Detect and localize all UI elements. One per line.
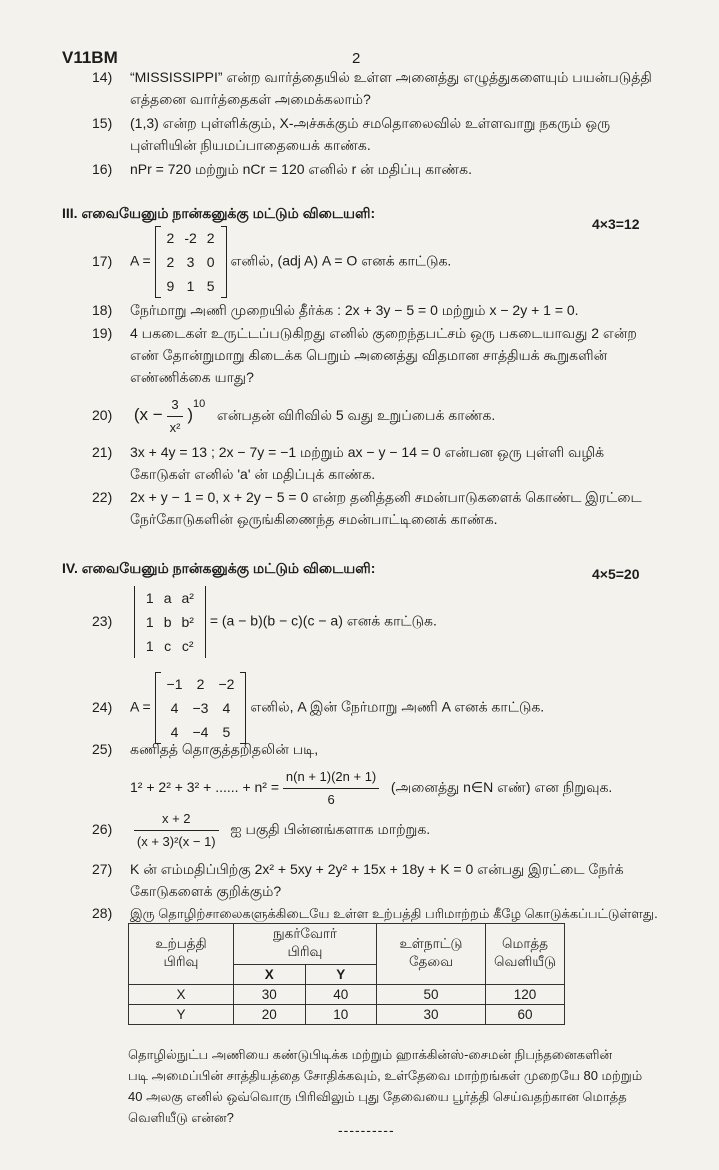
det-cell: 1 (145, 614, 154, 630)
matrix-cell: −3 (192, 700, 209, 716)
question-number: 26) (92, 821, 113, 838)
question-number: 21) (92, 444, 113, 460)
cell-x: 30 (234, 985, 306, 1005)
question-number: 27) (92, 861, 113, 877)
question-number: 24) (92, 698, 113, 715)
question-text-cont: எண்ணிக்கை யாது? (130, 369, 254, 385)
matrix-lhs: A = (130, 698, 151, 715)
exponent: 10 (193, 397, 206, 410)
question-text: nPr = 720 மற்றும் nCr = 120 எனில் r ன் மதிப்பு காண்க. (130, 161, 472, 177)
question-text-cont: கோடுகளைக் குறிக்கும்? (130, 883, 282, 899)
question-text: “MISSISSIPPI” என்ற வார்த்தையில் உள்ள அனைத்து எழுத்துகளையும் பயன்படுத்தி (130, 69, 652, 85)
fraction-numerator: 3 (167, 394, 184, 417)
question-text: = (a − b)(b − c)(c − a) எனக் காட்டுக. (209, 612, 437, 629)
question-formula (92, 766, 612, 811)
question-number: 25) (92, 741, 113, 757)
matrix-cell: -2 (184, 230, 197, 246)
sub-header-x: X (234, 965, 306, 985)
matrix-cell: 1 (186, 278, 195, 294)
fraction-denominator: (x + 3)²(x − 1) (136, 834, 216, 849)
question-text: என்பதன் விரிவில் 5 வது உறுப்பைக் காண்க. (216, 407, 496, 424)
det-cell: a² (181, 590, 194, 606)
question-27 (92, 858, 624, 902)
matrix-cell: 2 (196, 676, 205, 692)
header-consumer: நுகர்வோர் பிரிவு (234, 924, 377, 965)
matrix-cell: 4 (170, 724, 179, 740)
question-text: தொழில்நுட்ப அணியை கண்டுபிடிக்க மற்றும் ஹாக்கின்ஸ்-சைமன் நிபந்தனைகளின் (128, 1047, 613, 1062)
determinant (134, 586, 206, 658)
cell-y: 10 (305, 1005, 377, 1025)
question-17 (92, 226, 451, 298)
question-text: 2x + y − 1 = 0, x + 2y − 5 = 0 என்ற தனித்தனி சமன்பாடுகளைக் கொண்ட இரட்டை (130, 489, 642, 505)
question-text-cont: எத்தனை வார்த்தைகள் அமைக்கலாம்? (130, 91, 371, 107)
question-23 (92, 586, 437, 658)
question-text: 3x + 4y = 13 ; 2x − 7y = −1 மற்றும் ax − y − 14 = 0 என்பன ஒரு புள்ளி வழிக் (130, 444, 605, 460)
cell-total: 60 (486, 1005, 565, 1025)
det-cell: c (164, 638, 172, 654)
question-16 (92, 158, 472, 180)
matrix-cell: 2 (206, 230, 215, 246)
question-19 (92, 322, 637, 388)
question-number: 14) (92, 69, 113, 85)
det-cell: b (163, 614, 172, 630)
question-text-cont: கோடுகள் எனில் 'a' ன் மதிப்புக் காண்க. (130, 466, 376, 482)
cell-y: 40 (305, 985, 377, 1005)
matrix-a (155, 672, 247, 744)
question-number: 17) (92, 252, 113, 269)
section-iii-marks: 4×3=12 (592, 216, 640, 232)
question-24 (92, 672, 544, 744)
paren-open: (x − (133, 405, 163, 425)
matrix-cell: −4 (192, 724, 209, 740)
cell-total: 120 (486, 985, 565, 1005)
section-iv-marks: 4×5=20 (592, 566, 640, 582)
section-iv-title: IV. எவையேனும் நான்கனுக்கு மட்டும் விடையளி: (62, 560, 376, 576)
fraction-denominator: x² (169, 420, 181, 435)
question-text-cont: புள்ளியின் நியமப்பாதையைக் காண்க. (130, 137, 371, 153)
header-total: மொத்த வெளியீடு (486, 924, 565, 985)
question-15 (92, 112, 610, 156)
cell-x: 20 (234, 1005, 306, 1025)
question-text: கணிதத் தொகுத்தறிதலின் படி, (130, 741, 319, 757)
fraction (134, 808, 219, 853)
table-row (129, 1005, 565, 1025)
question-text: 40 அலகு எனில் ஒவ்வொரு பிரிவிலும் புது தேவையை பூர்த்தி செய்வதற்கான மொத்த (128, 1089, 627, 1104)
det-cell: 1 (145, 590, 154, 606)
question-text: நேர்மாறு அணி முறையில் தீர்க்க : 2x + 3y − 5 = 0 மற்றும் x − 2y + 1 = 0. (130, 302, 579, 318)
question-text: K ன் எம்மதிப்பிற்கு 2x² + 5xy + 2y² + 15x + 18y + K = 0 என்பது இரட்டை நேர்க் (130, 861, 624, 877)
question-number: 20) (92, 407, 113, 424)
matrix-cell: 5 (206, 278, 215, 294)
series-lhs: 1² + 2² + 3² + ...... + n² = (130, 779, 280, 796)
question-28-body (128, 1044, 642, 1128)
question-text: (அனைத்து n∈N எண்) என நிறுவுக. (390, 779, 613, 796)
matrix-lhs: A = (130, 252, 151, 269)
fraction (283, 766, 379, 811)
header-production: உற்பத்தி பிரிவு (129, 924, 234, 985)
question-text: ஐ பகுதி பின்னங்களாக மாற்றுக. (230, 821, 431, 838)
fraction-numerator: x + 2 (134, 808, 219, 831)
question-28 (92, 902, 658, 925)
question-text: வெளியீடு என்ன? (128, 1110, 234, 1125)
row-label: X (129, 985, 234, 1005)
question-text: எனில், A இன் நேர்மாறு அணி A எனக் காட்டுக. (250, 698, 545, 715)
matrix-cell: 4 (170, 700, 179, 716)
matrix-cell: −2 (218, 676, 235, 692)
question-text-cont: எண் தோன்றுமாறு கிடைக்க பெறும் அனைத்து விதமான சாத்தியக் கூறுகளின் (130, 347, 608, 363)
det-cell: 1 (145, 638, 154, 654)
question-25 (92, 738, 612, 811)
fraction-numerator: n(n + 1)(2n + 1) (283, 766, 379, 789)
row-label: Y (129, 1005, 234, 1025)
sub-header-y: Y (305, 965, 377, 985)
paper-code: V11BM (62, 48, 118, 67)
question-text: படி அமைப்பின் சாத்தியத்தை சோதிக்கவும், உள்தேவை மாற்றங்கள் முறையே 80 மற்றும் (128, 1068, 643, 1083)
question-text: இரு தொழிற்சாலைகளுக்கிடையே உள்ள உற்பத்தி பரிமாற்றம் கீழே கொடுக்கப்பட்டுள்ளது. (130, 906, 658, 921)
question-number: 28) (92, 905, 113, 921)
question-22 (92, 486, 642, 530)
cell-demand: 30 (377, 1005, 486, 1025)
question-20 (92, 394, 495, 439)
question-text: எனில், (adj A) A = O எனக் காட்டுக. (230, 252, 452, 269)
header-domestic: உள்நாட்டு தேவை (377, 924, 486, 985)
table-row (129, 985, 565, 1005)
question-text: 4 பகடைகள் உருட்டப்படுகிறது எனில் குறைந்தபட்சம் ஒரு பகடையாவது 2 என்ற (130, 325, 637, 341)
det-cell: a (163, 590, 172, 606)
section-iii-title: III. எவையேனும் நான்கனுக்கு மட்டும் விடையளி: (62, 205, 376, 221)
question-number: 19) (92, 325, 113, 341)
question-21 (92, 441, 604, 485)
paren-close: ) (187, 405, 193, 425)
production-table (128, 923, 565, 1025)
question-26 (92, 808, 430, 853)
matrix-cell: 5 (222, 724, 231, 740)
matrix-cell: −1 (166, 676, 183, 692)
question-text: (1,3) என்ற புள்ளிக்கும், X-அச்சுக்கும் சமதொலைவில் உள்ளவாறு நகரும் ஒரு (130, 115, 611, 131)
question-number: 16) (92, 161, 113, 177)
question-text-cont: நேர்கோடுகளின் ஒருங்கிணைந்த சமன்பாட்டினைக் காண்க. (130, 511, 498, 527)
question-number: 22) (92, 489, 113, 505)
matrix-cell: 9 (166, 278, 175, 294)
question-number: 23) (92, 612, 113, 629)
matrix-cell: 2 (166, 254, 175, 270)
cell-demand: 50 (377, 985, 486, 1005)
matrix-cell: 4 (222, 700, 231, 716)
matrix-cell: 2 (166, 230, 175, 246)
matrix-a (155, 226, 227, 298)
fraction (167, 394, 184, 439)
page-number: 2 (352, 50, 361, 67)
det-cell: b² (181, 614, 194, 630)
matrix-cell: 0 (206, 254, 215, 270)
end-dashes: ---------- (338, 1122, 395, 1138)
question-18 (92, 299, 579, 321)
fraction-denominator: 6 (327, 792, 335, 807)
matrix-cell: 3 (186, 254, 195, 270)
question-number: 15) (92, 115, 113, 131)
question-14 (92, 66, 652, 110)
det-cell: c² (181, 638, 194, 654)
question-number: 18) (92, 302, 113, 318)
